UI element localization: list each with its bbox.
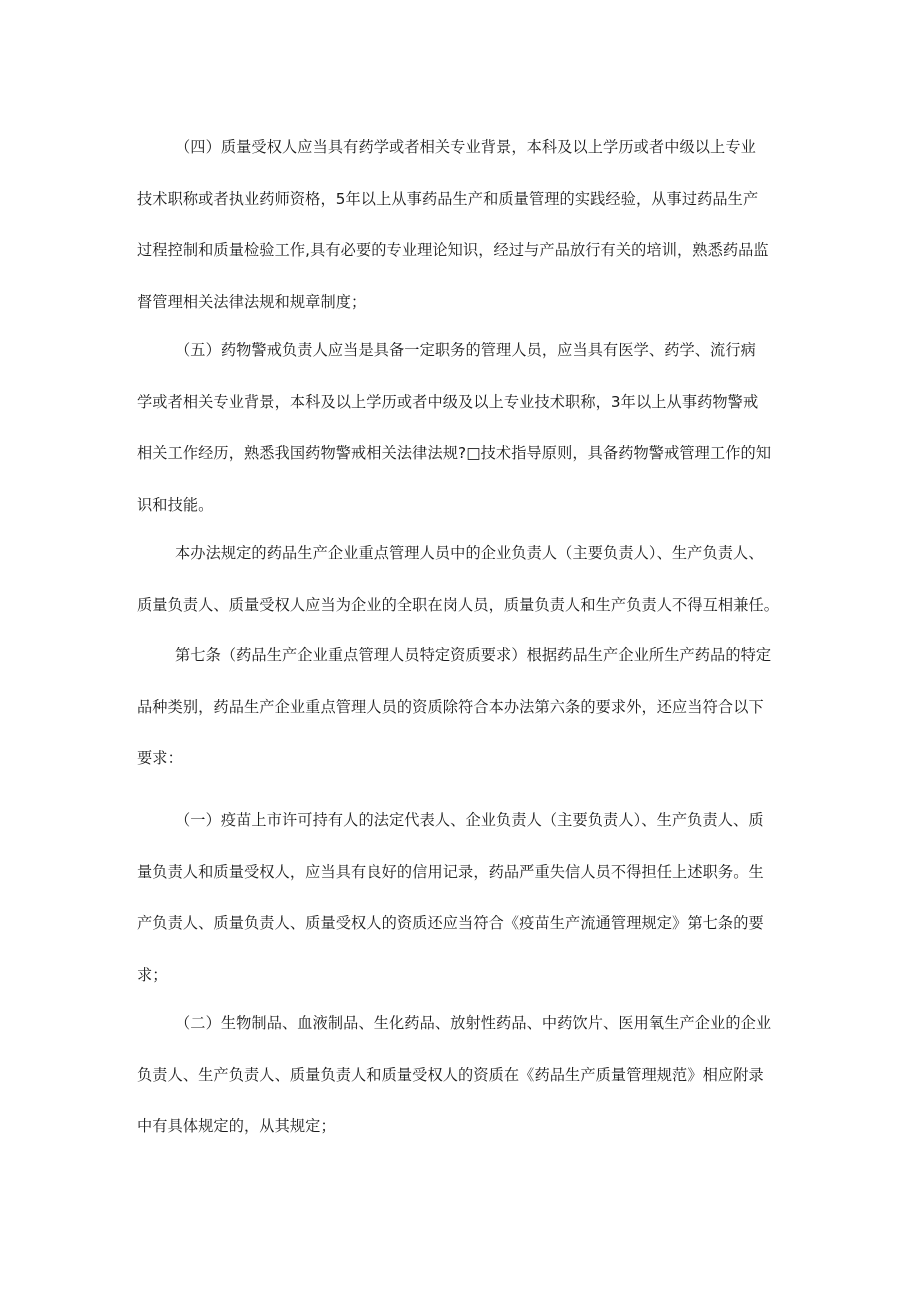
paragraph-fulltime-requirement <box>137 540 784 618</box>
text-line: 技术职称或者执业药师资格，5年以上从事药品生产和质量管理的实践经验，从事过药品生产 <box>137 189 759 208</box>
text-line: （一）疫苗上市许可持有人的法定代表人、企业负责人（主要负责人）、生产负责人、质 <box>175 811 764 829</box>
text-line: 第七条（药品生产企业重点管理人员特定资质要求）根据药品生产企业所生产药品的特定 <box>175 646 772 664</box>
paragraph-article-seven <box>137 642 784 771</box>
paragraph-quality-authorized-person <box>137 134 784 315</box>
paragraph-pharmacovigilance-officer <box>137 337 784 518</box>
text-line: 中有具体规定的，从其规定； <box>137 1117 336 1135</box>
text-line: 质量负责人、质量受权人应当为企业的全职在岗人员，质量负责人和生产负责人不得互相兼任。 <box>137 595 780 614</box>
text-line: 量负责人和质量受权人，应当具有良好的信用记录，药品严重失信人员不得担任上述职务。生 <box>137 862 764 881</box>
text-line: 学或者相关专业背景，本科及以上学历或者中级及以上专业技术职称，3年以上从事药物警戒 <box>137 392 759 411</box>
text-line: （二）生物制品、血液制品、生化药品、放射性药品、中药饮片、医用氧生产企业的企业 <box>175 1014 772 1032</box>
text-line: 产负责人、质量负责人、质量受权人的资质还应当符合《疫苗生产流通管理规定》第七条的要 <box>137 914 764 932</box>
text-line: （五）药物警戒负责人应当是具备一定职务的管理人员，应当具有医学、药学、流行病 <box>175 341 756 359</box>
text-line: 相关工作经历，熟悉我国药物警戒相关法律法规?□技术指导原则，具备药物警戒管理工作的知 <box>137 444 772 462</box>
text-line: 过程控制和质量检验工作,具有必要的专业理论知识，经过与产品放行有关的培训，熟悉药品监 <box>137 241 769 259</box>
paragraph-biological-products <box>137 1010 784 1139</box>
text-line: 品种类别，药品生产企业重点管理人员的资质除符合本办法第六条的要求外，还应当符合以下 <box>137 697 764 716</box>
text-line: 本办法规定的药品生产企业重点管理人员中的企业负责人（主要负责人）、生产负责人、 <box>175 544 764 562</box>
text-line: 要求： <box>137 749 183 767</box>
text-line: 求； <box>137 965 168 984</box>
paragraph-vaccine-holder <box>137 807 784 988</box>
text-line: （四）质量受权人应当具有药学或者相关专业背景，本科及以上学历或者中级以上专业 <box>175 138 756 156</box>
text-line: 负责人、生产负责人、质量负责人和质量受权人的资质在《药品生产质量管理规范》相应附录 <box>137 1065 764 1084</box>
text-line: 识和技能。 <box>137 495 214 514</box>
text-line: 督管理相关法律法规和规章制度； <box>137 292 367 311</box>
